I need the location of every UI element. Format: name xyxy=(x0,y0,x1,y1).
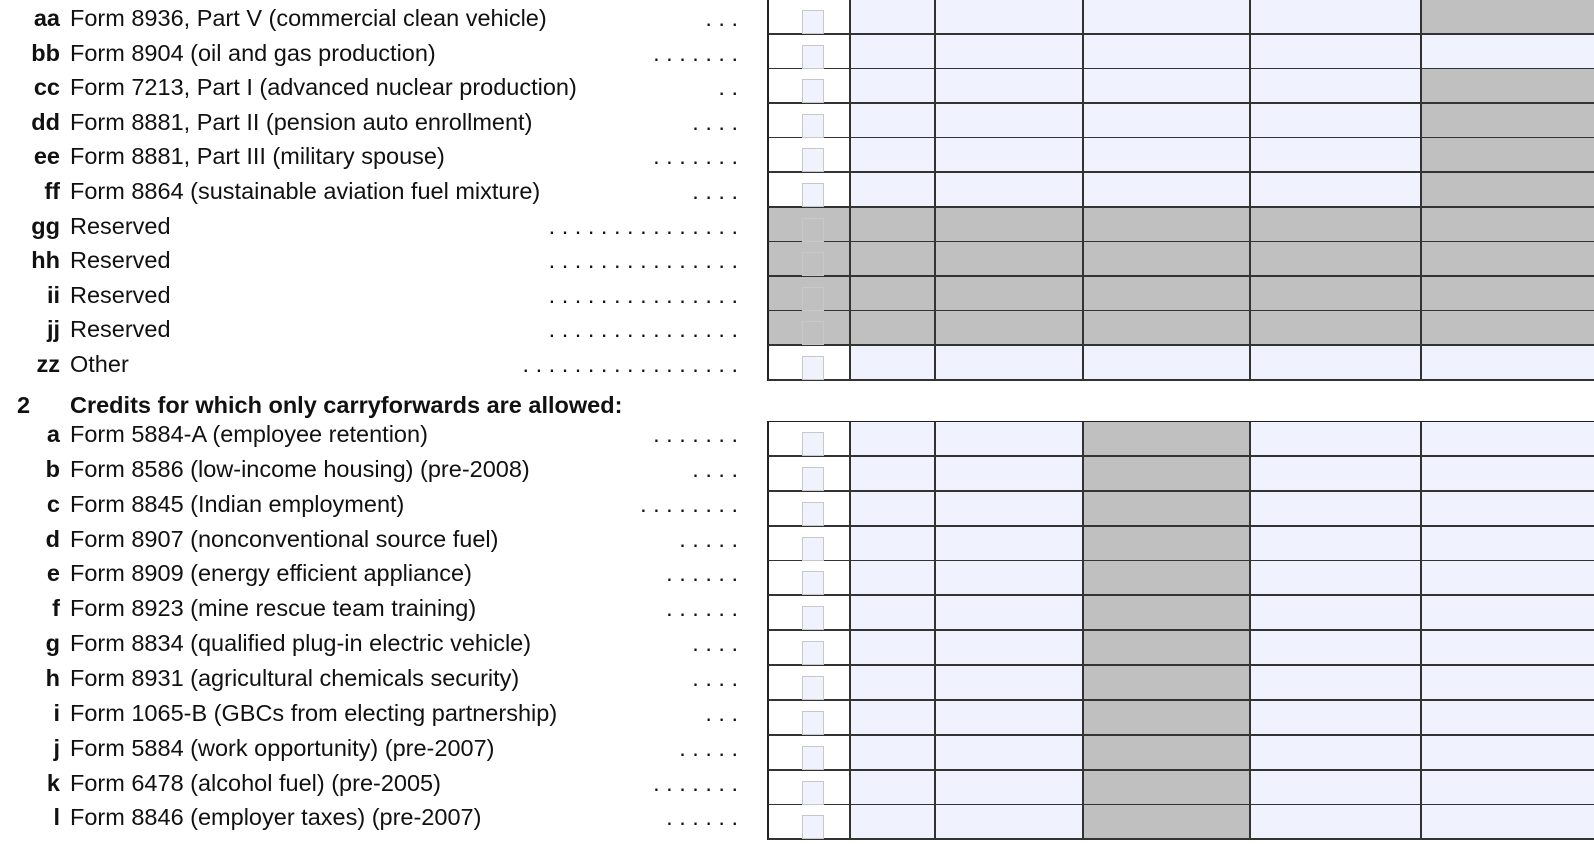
line-description: Form 8909 (energy efficient appliance) xyxy=(70,560,472,587)
column-d-field xyxy=(1084,771,1251,806)
line-zz-row xyxy=(767,346,1594,381)
line-ii-label xyxy=(0,278,760,313)
dot-leader: . . . . xyxy=(692,178,738,204)
line-l-label xyxy=(0,800,760,835)
line-h-row xyxy=(767,666,1594,701)
column-f-field[interactable] xyxy=(1422,771,1594,806)
line-description: Form 8936, Part V (commercial clean vehicle) xyxy=(70,5,547,31)
line-description: Form 8846 (employer taxes) (pre-2007) xyxy=(70,804,482,831)
column-f-field xyxy=(1422,311,1594,346)
checkbox[interactable] xyxy=(802,45,824,69)
line-letter: ff xyxy=(44,178,60,204)
line-l-row xyxy=(767,805,1594,840)
checkbox-cell xyxy=(767,561,851,596)
column-b-field[interactable] xyxy=(851,35,936,70)
column-d-field[interactable] xyxy=(1084,104,1251,139)
line-aa-row xyxy=(767,0,1594,35)
column-c-field[interactable] xyxy=(936,666,1084,701)
dot-leader: . . . . . . . xyxy=(653,769,738,796)
line-dd-row xyxy=(767,104,1594,139)
checkbox-cell xyxy=(767,422,851,457)
column-b-field[interactable] xyxy=(851,631,936,666)
line-f-row xyxy=(767,596,1594,631)
column-b-field[interactable] xyxy=(851,805,936,840)
column-d-field xyxy=(1084,596,1251,631)
line-ee-label xyxy=(0,139,760,174)
column-c-field[interactable] xyxy=(936,104,1084,139)
column-f-field xyxy=(1422,104,1594,139)
column-c-field xyxy=(936,277,1084,312)
column-d-field[interactable] xyxy=(1084,346,1251,381)
line-description: Reserved xyxy=(70,212,171,239)
column-e-field[interactable] xyxy=(1251,346,1422,381)
line-hh-label xyxy=(0,243,760,278)
column-d-field xyxy=(1084,561,1251,596)
column-b-field[interactable] xyxy=(851,457,936,492)
column-e-field[interactable] xyxy=(1251,492,1422,527)
line-description: Other xyxy=(70,351,129,377)
column-d-field xyxy=(1084,208,1251,243)
dot-leader: . . . . . . xyxy=(666,804,738,831)
line-cc-row xyxy=(767,69,1594,104)
line-gg-row xyxy=(767,208,1594,243)
line-cc-label xyxy=(0,70,760,105)
dot-leader: . . . . . xyxy=(679,525,738,552)
checkbox-cell xyxy=(767,0,851,35)
line-letter: k xyxy=(46,769,60,796)
column-f-field[interactable] xyxy=(1422,457,1594,492)
column-b-field[interactable] xyxy=(851,492,936,527)
column-c-field[interactable] xyxy=(936,457,1084,492)
checkbox[interactable] xyxy=(802,571,824,595)
dot-leader: . . xyxy=(718,74,738,101)
checkbox xyxy=(802,287,824,311)
dot-leader: . . . . xyxy=(692,630,738,657)
dot-leader: . . . . . xyxy=(679,734,738,761)
column-f-field[interactable] xyxy=(1422,666,1594,701)
line-a-row xyxy=(767,422,1594,457)
column-c-field xyxy=(936,311,1084,346)
line-i-row xyxy=(767,701,1594,736)
line-ff-row xyxy=(767,173,1594,208)
checkbox-cell xyxy=(767,138,851,173)
line-letter: cc xyxy=(33,74,60,101)
column-f-field xyxy=(1422,277,1594,312)
checkbox[interactable] xyxy=(802,641,824,665)
line-g-label xyxy=(0,626,760,661)
checkbox[interactable] xyxy=(802,746,824,770)
column-d-field xyxy=(1084,631,1251,666)
column-e-field[interactable] xyxy=(1251,69,1422,104)
column-e-field[interactable] xyxy=(1251,527,1422,562)
checkbox-cell xyxy=(767,701,851,736)
column-e-field[interactable] xyxy=(1251,736,1422,771)
line-g-row xyxy=(767,631,1594,666)
line-letter: jj xyxy=(46,316,60,343)
checkbox-cell xyxy=(767,457,851,492)
column-e-field[interactable] xyxy=(1251,701,1422,736)
column-f-field[interactable] xyxy=(1422,561,1594,596)
column-e-field[interactable] xyxy=(1251,104,1422,139)
line-bb-row xyxy=(767,35,1594,70)
section-number: 2 xyxy=(17,392,31,418)
line-c-label xyxy=(0,487,760,522)
column-b-field[interactable] xyxy=(851,596,936,631)
column-e-field xyxy=(1251,277,1422,312)
column-d-field xyxy=(1084,736,1251,771)
line-zz-label xyxy=(0,347,760,382)
column-d-field xyxy=(1084,311,1251,346)
checkbox xyxy=(802,252,824,276)
checkbox-cell xyxy=(767,771,851,806)
checkbox[interactable] xyxy=(802,148,824,172)
column-d-field xyxy=(1084,805,1251,840)
column-d-field[interactable] xyxy=(1084,35,1251,70)
column-d-field xyxy=(1084,666,1251,701)
line-description: Form 8586 (low-income housing) (pre-2008) xyxy=(70,455,530,482)
dot-leader: . . . xyxy=(705,5,738,31)
column-e-field xyxy=(1251,208,1422,243)
column-d-field[interactable] xyxy=(1084,138,1251,173)
column-e-field[interactable] xyxy=(1251,805,1422,840)
column-f-field[interactable] xyxy=(1422,422,1594,457)
checkbox[interactable] xyxy=(802,676,824,700)
checkbox-cell xyxy=(767,277,851,312)
dot-leader: . . . . . . . . . . . . . . . xyxy=(548,316,738,343)
checkbox-cell xyxy=(767,311,851,346)
checkbox-cell xyxy=(767,596,851,631)
column-f-field xyxy=(1422,173,1594,208)
line-description: Form 8864 (sustainable aviation fuel mixture) xyxy=(70,178,541,204)
line-letter: d xyxy=(45,525,60,552)
line-hh-row xyxy=(767,242,1594,277)
dot-leader: . . . xyxy=(705,699,738,726)
line-description: Form 6478 (alcohol fuel) (pre-2005) xyxy=(70,769,441,796)
column-e-field[interactable] xyxy=(1251,422,1422,457)
line-ff-label xyxy=(0,174,760,209)
line-description: Form 8904 (oil and gas production) xyxy=(70,39,436,66)
column-b-field[interactable] xyxy=(851,561,936,596)
line-description: Reserved xyxy=(70,281,171,308)
column-c-field[interactable] xyxy=(936,701,1084,736)
column-b-field[interactable] xyxy=(851,0,936,35)
line-letter: zz xyxy=(36,351,60,377)
line-description: Form 8881, Part II (pension auto enrollment) xyxy=(70,108,533,135)
line-letter: bb xyxy=(31,39,60,66)
checkbox-cell xyxy=(767,346,851,381)
checkbox-cell xyxy=(767,208,851,243)
line-description: Form 8923 (mine rescue team training) xyxy=(70,595,477,622)
line-letter: e xyxy=(46,560,60,587)
checkbox-cell xyxy=(767,104,851,139)
checkbox[interactable] xyxy=(802,183,824,207)
column-c-field[interactable] xyxy=(936,69,1084,104)
line-b-row xyxy=(767,457,1594,492)
line-ii-row xyxy=(767,277,1594,312)
checkbox-cell xyxy=(767,805,851,840)
line-letter: hh xyxy=(31,247,60,274)
line-letter: g xyxy=(45,630,60,657)
column-b-field[interactable] xyxy=(851,666,936,701)
column-f-field xyxy=(1422,69,1594,104)
column-b-field xyxy=(851,242,936,277)
line-letter: l xyxy=(53,804,60,831)
column-b-field[interactable] xyxy=(851,736,936,771)
checkbox[interactable] xyxy=(802,502,824,526)
checkbox[interactable] xyxy=(802,467,824,491)
column-b-field[interactable] xyxy=(851,69,936,104)
dot-leader: . . . . . . . xyxy=(653,39,738,66)
checkbox-cell xyxy=(767,666,851,701)
checkbox-cell xyxy=(767,631,851,666)
column-c-field[interactable] xyxy=(936,173,1084,208)
column-f-field xyxy=(1422,0,1594,35)
line-description: Form 8881, Part III (military spouse) xyxy=(70,143,445,170)
column-c-field[interactable] xyxy=(936,736,1084,771)
column-f-field[interactable] xyxy=(1422,346,1594,381)
line-gg-label xyxy=(0,209,760,244)
column-b-field[interactable] xyxy=(851,527,936,562)
line-k-label xyxy=(0,766,760,801)
column-b-field[interactable] xyxy=(851,104,936,139)
column-c-field[interactable] xyxy=(936,346,1084,381)
line-letter: h xyxy=(45,664,60,691)
column-d-field xyxy=(1084,422,1251,457)
line-k-row xyxy=(767,771,1594,806)
column-c-field[interactable] xyxy=(936,805,1084,840)
section-title: Credits for which only carryforwards are allowed: xyxy=(70,392,623,418)
column-c-field[interactable] xyxy=(936,596,1084,631)
column-f-field[interactable] xyxy=(1422,492,1594,527)
column-f-field[interactable] xyxy=(1422,701,1594,736)
column-c-field[interactable] xyxy=(936,631,1084,666)
column-d-field xyxy=(1084,457,1251,492)
column-c-field xyxy=(936,242,1084,277)
column-c-field[interactable] xyxy=(936,561,1084,596)
column-b-field[interactable] xyxy=(851,701,936,736)
line-aa-label xyxy=(0,1,760,36)
line-description: Reserved xyxy=(70,247,171,274)
dot-leader: . . . . . . . xyxy=(653,143,738,170)
line-description: Form 1065-B (GBCs from electing partnership) xyxy=(70,699,558,726)
column-f-field[interactable] xyxy=(1422,596,1594,631)
column-c-field[interactable] xyxy=(936,422,1084,457)
line-ee-row xyxy=(767,138,1594,173)
line-h-label xyxy=(0,661,760,696)
column-b-field xyxy=(851,277,936,312)
dot-leader: . . . . . . . . . . . . . . . xyxy=(548,212,738,239)
line-j-label xyxy=(0,731,760,766)
dot-leader: . . . . xyxy=(692,108,738,135)
column-e-field[interactable] xyxy=(1251,771,1422,806)
checkbox xyxy=(802,218,824,242)
checkbox[interactable] xyxy=(802,114,824,138)
column-d-field xyxy=(1084,701,1251,736)
column-d-field[interactable] xyxy=(1084,173,1251,208)
column-e-field[interactable] xyxy=(1251,173,1422,208)
column-e-field[interactable] xyxy=(1251,631,1422,666)
column-d-field xyxy=(1084,492,1251,527)
column-f-field[interactable] xyxy=(1422,35,1594,70)
line-description: Form 5884 (work opportunity) (pre-2007) xyxy=(70,734,495,761)
column-e-field xyxy=(1251,311,1422,346)
checkbox[interactable] xyxy=(802,781,824,805)
line-description: Form 5884-A (employee retention) xyxy=(70,421,428,447)
checkbox-cell xyxy=(767,69,851,104)
dot-leader: . . . . . . . . . . . . . . . xyxy=(548,281,738,308)
line-dd-label xyxy=(0,105,760,140)
line-letter: f xyxy=(52,595,60,622)
column-b-field[interactable] xyxy=(851,346,936,381)
column-f-field[interactable] xyxy=(1422,736,1594,771)
line-jj-label xyxy=(0,312,760,347)
column-e-field[interactable] xyxy=(1251,666,1422,701)
column-c-field xyxy=(936,208,1084,243)
column-e-field[interactable] xyxy=(1251,596,1422,631)
checkbox[interactable] xyxy=(802,356,824,380)
checkbox[interactable] xyxy=(802,10,824,34)
line-letter: aa xyxy=(33,5,60,31)
dot-leader: . . . . xyxy=(692,455,738,482)
checkbox-cell xyxy=(767,527,851,562)
column-b-field xyxy=(851,311,936,346)
checkbox-cell xyxy=(767,736,851,771)
column-b-field[interactable] xyxy=(851,138,936,173)
column-e-field[interactable] xyxy=(1251,0,1422,35)
checkbox-cell xyxy=(767,242,851,277)
checkbox[interactable] xyxy=(802,711,824,735)
dot-leader: . . . . . . xyxy=(666,560,738,587)
column-d-field[interactable] xyxy=(1084,0,1251,35)
line-i-label xyxy=(0,696,760,731)
line-letter: c xyxy=(46,490,60,517)
column-d-field xyxy=(1084,527,1251,562)
column-b-field xyxy=(851,208,936,243)
line-description: Form 7213, Part I (advanced nuclear production) xyxy=(70,74,577,101)
dot-leader: . . . . . . . xyxy=(653,421,738,447)
column-f-field[interactable] xyxy=(1422,631,1594,666)
column-f-field xyxy=(1422,138,1594,173)
line-letter: i xyxy=(53,699,60,726)
column-c-field[interactable] xyxy=(936,0,1084,35)
line-letter: a xyxy=(46,421,60,447)
line-description: Form 8834 (qualified plug-in electric vehicle) xyxy=(70,630,532,657)
column-d-field[interactable] xyxy=(1084,69,1251,104)
column-c-field[interactable] xyxy=(936,35,1084,70)
line-letter: j xyxy=(53,734,60,761)
line-e-label xyxy=(0,556,760,591)
checkbox[interactable] xyxy=(802,79,824,103)
line-letter: ii xyxy=(46,281,60,308)
line-d-row xyxy=(767,527,1594,562)
dot-leader: . . . . xyxy=(692,664,738,691)
column-d-field xyxy=(1084,277,1251,312)
checkbox[interactable] xyxy=(802,432,824,456)
line-letter: b xyxy=(45,455,60,482)
line-description: Form 8931 (agricultural chemicals security) xyxy=(70,664,520,691)
line-bb-label xyxy=(0,36,760,71)
column-f-field xyxy=(1422,208,1594,243)
column-c-field[interactable] xyxy=(936,771,1084,806)
line-b-label xyxy=(0,452,760,487)
line-description: Form 8845 (Indian employment) xyxy=(70,490,405,517)
column-e-field[interactable] xyxy=(1251,457,1422,492)
column-d-field xyxy=(1084,242,1251,277)
column-b-field[interactable] xyxy=(851,422,936,457)
column-e-field[interactable] xyxy=(1251,561,1422,596)
checkbox-cell xyxy=(767,492,851,527)
column-c-field[interactable] xyxy=(936,138,1084,173)
dot-leader: . . . . . . . . xyxy=(640,490,738,517)
checkbox[interactable] xyxy=(802,537,824,561)
column-e-field[interactable] xyxy=(1251,138,1422,173)
column-b-field[interactable] xyxy=(851,173,936,208)
line-letter: dd xyxy=(31,108,60,135)
line-description: Form 8907 (nonconventional source fuel) xyxy=(70,525,499,552)
column-e-field xyxy=(1251,242,1422,277)
line-f-label xyxy=(0,591,760,626)
line-description: Reserved xyxy=(70,316,171,343)
checkbox-cell xyxy=(767,35,851,70)
checkbox-cell xyxy=(767,173,851,208)
line-jj-row xyxy=(767,311,1594,346)
line-a-label xyxy=(0,417,760,452)
column-b-field[interactable] xyxy=(851,771,936,806)
dot-leader: . . . . . . . . . . . . . . . . . xyxy=(522,351,738,377)
line-letter: gg xyxy=(31,212,60,239)
checkbox xyxy=(802,321,824,345)
column-f-field[interactable] xyxy=(1422,527,1594,562)
dot-leader: . . . . . . xyxy=(666,595,738,622)
column-c-field[interactable] xyxy=(936,527,1084,562)
line-letter: ee xyxy=(33,143,60,170)
column-e-field[interactable] xyxy=(1251,35,1422,70)
line-d-label xyxy=(0,522,760,557)
column-f-field xyxy=(1422,242,1594,277)
column-f-field[interactable] xyxy=(1422,805,1594,840)
checkbox[interactable] xyxy=(802,815,824,839)
line-e-row xyxy=(767,561,1594,596)
line-c-row xyxy=(767,492,1594,527)
column-c-field[interactable] xyxy=(936,492,1084,527)
checkbox[interactable] xyxy=(802,606,824,630)
line-j-row xyxy=(767,736,1594,771)
dot-leader: . . . . . . . . . . . . . . . xyxy=(548,247,738,274)
